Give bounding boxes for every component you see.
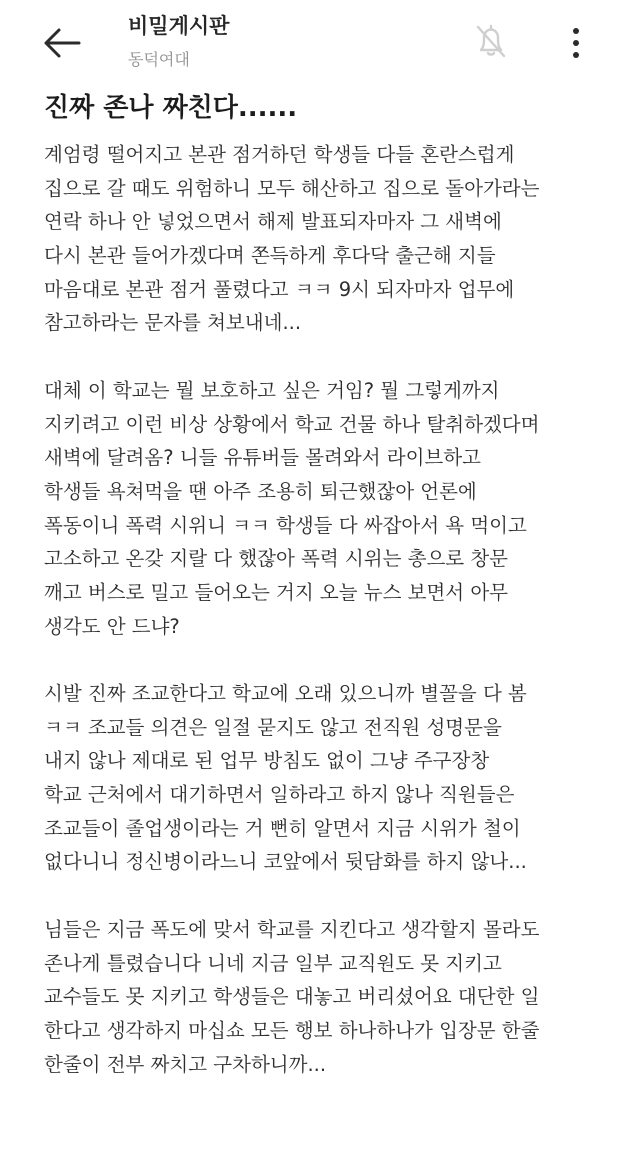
- post-body-line: 님들은 지금 폭도에 맞서 학교를 지킨다고 생각할지 몰라도: [44, 917, 540, 941]
- post-body-line: 한다고 생각하지 마십쇼 모든 행보 하나하나가 입장문 한줄: [44, 1018, 540, 1042]
- post-paragraph: [44, 677, 624, 879]
- notification-toggle-button[interactable]: [468, 18, 514, 64]
- post-body-line: 시발 진짜 조교한다고 학교에 오래 있으니까 별꼴을 다 봄: [44, 682, 527, 705]
- post-body-line: 집으로 갈 때도 위험하니 모두 해산하고 집으로 돌아가라는: [44, 176, 540, 200]
- post-body-line: ㅋㅋ 조교들 의견은 일절 묻지도 않고 전직원 성명문을: [44, 715, 502, 739]
- post-body: [44, 138, 624, 1115]
- app-header: [0, 0, 640, 84]
- post-body-line: 계엄령 떨어지고 본관 점거하던 학생들 다들 혼란스럽게: [44, 143, 515, 166]
- post-body-line: 깨고 버스로 밀고 들어오는 거지 오늘 뉴스 보면서 아무: [44, 580, 509, 604]
- post-body-line: 없다니니 정신병이라느니 코앞에서 뒷담화를 하지 않나...: [44, 850, 527, 874]
- post-title: 진짜 존나 짜친다......: [44, 93, 298, 123]
- post-body-line: 고소하고 온갖 지랄 다 했잖아 폭력 시위는 총으로 창문: [44, 547, 509, 571]
- post-body-line: 생각도 안 드냐?: [44, 614, 180, 638]
- post-body-line: 다시 본관 들어가겠다며 쫀득하게 후다닥 출근해 지들: [44, 244, 496, 268]
- post-body-line: 지키려고 이런 비상 상황에서 학교 건물 하나 탈취하겠다며: [44, 412, 540, 436]
- post-body-line: 폭동이니 폭력 시위니 ㅋㅋ 학생들 다 싸잡아서 욕 먹이고: [44, 513, 527, 537]
- more-options-button[interactable]: [556, 22, 596, 64]
- post-body-line: 한줄이 전부 짜치고 구차하니까...: [44, 1052, 327, 1076]
- post-body-line: 대체 이 학교는 뭘 보호하고 싶은 거임? 뭘 그렇게까지: [44, 378, 500, 402]
- post-body-line: 조교들이 졸업생이라는 거 뻔히 알면서 지금 시위가 철이: [44, 816, 521, 840]
- post-body-line: 내지 않나 제대로 된 업무 방침도 없이 그냥 주구장창: [44, 749, 490, 773]
- post-body-line: 학교 근처에서 대기하면서 일하라고 하지 않나 직원들은: [44, 783, 515, 807]
- back-button[interactable]: [36, 20, 88, 66]
- post-body-line: 참고하라는 문자를 쳐보내네...: [44, 311, 302, 335]
- board-info: [128, 12, 229, 72]
- bell-off-icon: [471, 21, 511, 61]
- more-vertical-icon: [570, 26, 582, 60]
- post-paragraph: [44, 374, 624, 644]
- post-paragraph: [44, 138, 624, 340]
- post-body-line: 새벽에 달려옴? 니들 유튜버들 몰려와서 라이브하고: [44, 446, 481, 470]
- post-body-line: 학생들 욕쳐먹을 땐 아주 조용히 퇴근했잖아 언론에: [44, 479, 477, 503]
- post-body-line: 교수들도 못 지키고 학생들은 대놓고 버리셨어요 대단한 일: [44, 985, 540, 1009]
- board-name: 비밀게시판: [128, 14, 230, 38]
- school-name: 동덕여대: [128, 50, 190, 69]
- post-body-line: 마음대로 본관 점거 풀렸다고 ㅋㅋ 9시 되자마자 업무에: [44, 277, 515, 301]
- post-paragraph: [44, 913, 624, 1081]
- post-body-line: 존나게 틀렸습니다 니네 지금 일부 교직원도 못 지키고: [44, 951, 502, 975]
- arrow-left-icon: [42, 27, 82, 59]
- post-body-line: 연락 하나 안 넣었으면서 해제 발표되자마자 그 새벽에: [44, 210, 502, 234]
